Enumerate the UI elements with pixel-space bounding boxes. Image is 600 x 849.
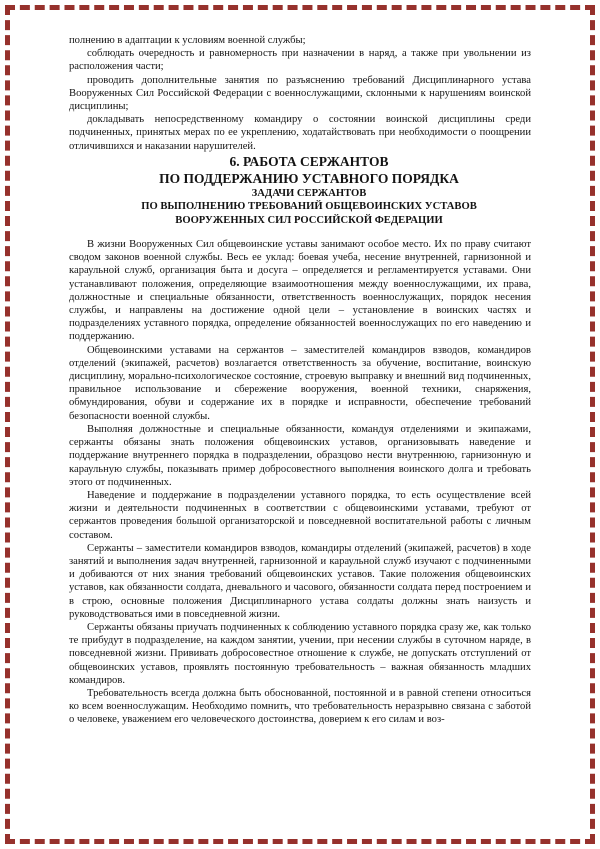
- duty-item-2: проводить дополнительные занятия по разъяснению требований Дисциплинарного устава Вооруженных Сил Российской Федерации с военнослужащими, склонными к нарушениям воинской дисциплины;: [69, 74, 531, 113]
- body-paragraph-4: Наведение и поддержание в подразделении уставного порядка, то есть осуществление всей жизни и деятельности подчиненных в соответствии с общевоинскими уставами, требуют от сержантов проведения большой организаторской и повседневной воспитательной работы с личным составом.: [69, 489, 531, 541]
- body-paragraph-6: Сержанты обязаны приучать подчиненных к соблюдению уставного порядка сразу же, как только те прибудут в подразделение, на каждом занятии, учении, при несении службы в суточном наряде, в повседневной жизни. Прививать добросовестное отношение к службе, не допускать отступлений от общевоинских уставов, проявлять постоянную требовательность – важная обязанность младших командиров.: [69, 621, 531, 686]
- duty-item-1: соблюдать очередность и равномерность при назначении в наряд, а также при увольнении из расположения части;: [69, 48, 531, 73]
- section-title-line-3: ВООРУЖЕННЫХ СИЛ РОССИЙСКОЙ ФЕДЕРАЦИИ: [175, 214, 443, 226]
- section-title-line-2: ПО ВЫПОЛНЕНИЮ ТРЕБОВАНИЙ ОБЩЕВОИНСКИХ УСТАВОВ: [141, 201, 477, 213]
- body-paragraph-7: Требовательность всегда должна быть обоснованной, постоянной и в равной степени относиться ко всем военнослужащим. Необходимо помнить, что требовательность неразрывно связана с заботой о человеке, уважением его человеческого достоинства, доверием к его силам и воз-: [69, 687, 531, 726]
- duty-item-3: докладывать непосредственному командиру о состоянии воинской дисциплины среди подчиненных, принятых мерах по ее укреплению, ходатайствовать при необходимости о поощрении отличившихся и наказании нарушителей.: [69, 114, 531, 152]
- body-paragraph-1: В жизни Вооруженных Сил общевоинские уставы занимают особое место. Их по праву считают сводом законов военной службы. Весь ее уклад: боевая учеба, несение внутренней, гарнизонной и караульной служб, организация быта и досуга – определяется и регламентируется уставами. Они устанавливают положения, определяющие взаимоотношения между военнослужащими, их права, должностные и специальные обязанности, ответственность военнослужащих, порядок несения службы, и направлены на достижение одной цели – установление в воинских частях и подразделениях уставного порядка, определение обязанностей военнослужащих по его наведению и поддержанию.: [69, 239, 531, 343]
- body-paragraph-3: Выполняя должностные и специальные обязанности, командуя отделениями и экипажами, сержанты обязаны знать положения общевоинских уставов, организовывать наведение и поддержание внутреннего порядка в подразделении, образцово нести внутреннюю, гарнизонную и караульную службы, показывать пример добросовестного выполнения воинского долга и требовать этого от подчиненных.: [69, 423, 531, 488]
- intro-continuation-line: полнению в адаптации к условиям военной службы;: [69, 35, 306, 46]
- page-content: [69, 34, 531, 727]
- section-title-line-1: ЗАДАЧИ СЕРЖАНТОВ: [251, 187, 367, 199]
- chapter-title-line-2: ПО ПОДДЕРЖАНИЮ УСТАВНОГО ПОРЯДКА: [159, 170, 459, 186]
- body-paragraph-5: Сержанты – заместители командиров взводов, командиры отделений (экипажей, расчетов) в ходе занятий и выполнения задач внутренней, гарнизонной и караульной служб изучают с подчиненными и добиваются от них знания требований общевоинских уставов. Такие положения общевоинских уставов, как обязанности солдата, дневального и часового, обязанности солдата перед построением и в строю, основные положения Дисциплинарного устава солдаты должны знать наизусть и руководствоваться ими в повседневной жизни.: [69, 542, 531, 620]
- chapter-title-line-1: 6. РАБОТА СЕРЖАНТОВ: [229, 153, 389, 169]
- body-paragraph-2: Общевоинскими уставами на сержантов – заместителей командиров взводов, командиров отделений (экипажей, расчетов) возлагается ответственность за обучение, воспитание, воинскую дисциплину, морально-психологическое состояние, строевую выправку и внешний вид подчиненных, правильное использование и сбережение вооружения, военной техники, снаряжения, обмундирования, обуви и содержание их в порядке и исправности, обеспечение требований безопасности военной службы.: [69, 344, 531, 422]
